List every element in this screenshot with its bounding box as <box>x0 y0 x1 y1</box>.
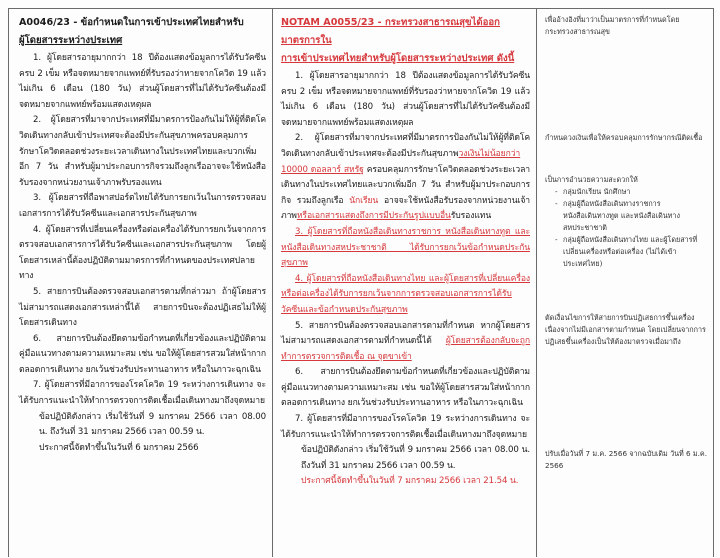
col2-title: NOTAM A0055/23 - กระทรวงสาธารณสุขได้ออกมาตรการใน การเข้าประเทศไทยสำหรับผู้โดยสารระหว่างประเทศ ดังนี้ <box>281 17 515 64</box>
column-revised-notam <box>273 9 537 557</box>
col1-issued-date: ประกาศนี้จัดทำขึ้นในวันที่ 6 มกราคม 2566 <box>39 442 199 453</box>
note-reference-source: เพื่ออ้างอิงที่มาว่าเป็นมาตรการที่กำหนดโดยกระทรวงสาธารณสุข <box>545 15 680 36</box>
column-notes <box>537 9 713 557</box>
list-item: - กลุ่มนักเรียน นักศึกษา <box>555 186 707 198</box>
col1-item-4: 4. ผู้โดยสารที่เปลี่ยนเครื่องหรือต่อเครื่องได้รับการยกเว้นจากการตรวจสอบเอกสารการได้รับวัคซีนและเอกสารประกันสุขภาพ โดยผู้โดยสารเหล่านี้ต้องปฏิบัติตามมาตรการที่กำหนดของประเทศปลายทาง <box>19 224 266 282</box>
col1-item-2: 2. ผู้โดยสารที่มาจากประเทศที่มีมาตรการป้องกันไม่ให้ผู้ที่ติดโควิดเดินทางกลับเข้าประเทศจะต้องมีประกันสุขภาพครอบคลุมการรักษาโควิดตลอดช่วงระยะเวลาเดินทางในประเทศไทยและบวกเพิ่มอีก 7 วัน สำหรับผู้มาประกอบการกิจรวมถึงลูกเรืออาจจะใช้หนังสือรับรองจากหน่วยงานเจ้าภาพรับรองแทน <box>19 115 266 188</box>
col2-item-5: 5. สายการบินต้องตรวจสอบเอกสารตามที่กำหนด หากผู้โดยสารไม่สามารถแสดงเอกสารตามที่กำหนดนี้ได้ ผู้โดยสารต้องกลับจะถูกทำการตรวจการติดเชื้อ ณ จุดขาเข้า <box>281 320 530 362</box>
note-coverage-amount: กำหนดวงเงินเพื่อให้ครอบคลุมการรักษากรณีติดเชื้อ <box>545 133 703 142</box>
col2-item-3: 3. ผู้โดยสารที่ถือหนังสือเดินทางราชการ หนังสือเดินทางทูต และหนังสือเดินทางสหประชาชาติ ได้รับการยกเว้นข้อกำหนดประกันสุขภาพ <box>281 226 530 269</box>
list-item: - กลุ่มผู้ถือหนังสือเดินทางไทย และผู้โดยสารที่เปลี่ยนเครื่องหรือต่อเครื่อง (ไม่ได้เข้าประเทศไทย) <box>555 234 707 270</box>
col2-item-1: 1. ผู้โดยสารอายุมากกว่า 18 ปีต้องแสดงข้อมูลการได้รับวัคซีนครบ 2 เข็ม หรือจดหมายจากแพทย์ที่รับรองว่าหายจากโควิด 19 แล้วไม่เกิน 6 เดือน (180 วัน) ส่วนผู้โดยสารที่ไม่ได้รับวัคซีนต้องมีจดหมายจากแพทย์พร้อมแสดงเหตุผล <box>281 71 530 128</box>
col1-item-3: 3. ผู้โดยสารที่ถือพาสปอร์ตไทยได้รับการยกเว้นในการตรวจสอบเอกสารการได้รับวัคซีนและเอกสารประกันสุขภาพ <box>19 193 266 219</box>
col2-issued-date: ประกาศนี้จัดทำขึ้นในวันที่ 7 มกราคม 2566 เวลา 21.54 น. <box>301 476 519 487</box>
col1-item-6: 6. สายการบินต้องยึดตามข้อกำหนดที่เกี่ยวข้องและปฏิบัติตามคู่มือแนวทางตามความเหมาะสม เช่น ขอให้ผู้โดยสารสวมใส่หน้ากากตลอดการเดินทาง ยกเว้นช่วงรับประทานอาหาร หรือในภาวะฉุกเฉิน <box>19 333 266 375</box>
comparison-table <box>8 8 714 557</box>
col2-effective-dates: ข้อปฏิบัติดังกล่าว เริ่มใช้วันที่ 9 มกราคม 2566 เวลา 08.00 น. ถึงวันที่ 31 มกราคม 2566 เวลา 00.59 น. <box>301 445 530 471</box>
note-revision-date: ปรับเมื่อวันที่ 7 ม.ค. 2566 จากฉบับเดิม วันที่ 6 ม.ค. 2566 <box>545 449 708 470</box>
note-convenience: เป็นการอำนวยความสะดวกให้ <box>545 175 638 184</box>
column-original-notice <box>9 9 273 557</box>
col2-item-6: 6. สายการบินต้องยึดตามข้อกำหนดที่เกี่ยวข้องและปฏิบัติตามคู่มือแนวทางตามความเหมาะสม เช่น ขอให้ผู้โดยสารสวมใส่หน้ากากตลอดการเดินทาง ยกเว้นช่วงรับประทานอาหาร หรือในภาวะฉุกเฉิน <box>281 367 530 409</box>
col2-item-2: 2. ผู้โดยสารที่มาจากประเทศที่มีมาตรการป้องกันไม่ให้ผู้ที่ติดโควิดเดินทางกลับเข้าประเทศจะต้องมีประกันสุขภาพวงเงินไม่น้อยกว่า 10000 ดอลลาร์ สหรัฐ ครอบคลุมการรักษาโควิดตลอดช่วงระยะเวลาเดินทางในประเทศไทยและบวกเพิ่มอีก 7 วัน สำหรับผู้มาประกอบการกิจ รวมถึงลูกเรือ นักเรียน อาจจะใช้หนังสือรับรองจากหน่วยงานเจ้าภาพหรือเอกสารแสดงถึงการมีประกันรูปแบบอื่นรับรองแทน <box>281 133 530 222</box>
note-convenience-list <box>545 186 707 270</box>
col1-effective-dates: ข้อปฏิบัติดังกล่าว เริ่มใช้วันที่ 9 มกราคม 2566 เวลา 08.00 น. ถึงวันที่ 31 มกราคม 2566 เวลา 00.59 น. <box>39 411 266 438</box>
col1-item-1: 1. ผู้โดยสารอายุมากกว่า 18 ปีต้องแสดงข้อมูลการได้รับวัคซีนครบ 2 เข็ม หรือจดหมายจากแพทย์ที่รับรองว่าหายจากโควิด 19 แล้วไม่เกิน 6 เดือน (180 วัน) ส่วนผู้โดยสารที่ไม่ได้รับวัคซีนต้องมีจดหมายจากแพทย์พร้อมแสดงเหตุผล <box>19 53 266 110</box>
col1-item-7: 7. ผู้โดยสารที่มีอาการของโรคโควิด 19 ระหว่างการเดินทาง จะได้รับการแนะนำให้ทำการตรวจการติดเชื้อเมื่อเดินทางมาถึงจุดหมาย <box>19 380 266 407</box>
col2-item-4: 4. ผู้โดยสารที่ถือหนังสือเดินทางไทย และผู้โดยสารที่เปลี่ยนเครื่องหรือต่อเครื่องได้รับการยกเว้นจากการตรวจสอบเอกสารการได้รับวัคซีนและข้อกำหนดประกันสุขภาพ <box>281 273 530 315</box>
col2-item-7: 7. ผู้โดยสารที่มีอาการของโรคโควิด 19 ระหว่างการเดินทาง จะได้รับการแนะนำให้ทำการตรวจการติดเชื้อเมื่อเดินทางมาถึงจุดหมาย <box>281 414 530 440</box>
note-boarding-change: ตัดเงื่อนไขการให้สายการบินปฏิเสธการขึ้นเครื่อง เนื่องจากไม่มีเอกสารตามกำหนด โดยเปลี่ยนจากการปฏิเสธขึ้นเครื่องเป็นให้ต้องมาตรวจเมื่อมาถึง <box>545 313 706 346</box>
col1-title: A0046/23 - ข้อกำหนดในการเข้าประเทศไทยสำหรับ ผู้โดยสารระหว่างประเทศ <box>19 17 244 46</box>
col1-item-5: 5. สายการบินต้องตรวจสอบเอกสารตามที่กล่าวมา ถ้าผู้โดยสารไม่สามารถแสดงเอกสารเหล่านี้ได้ สายการบินจะต้องปฏิเสธไม่ให้ผู้โดยสารเดินทาง <box>19 286 266 329</box>
list-item: - กลุ่มผู้ถือหนังสือเดินทางราชการ หนังสือเดินทางทูต และหนังสือเดินทางสหประชาชาติ <box>555 198 707 234</box>
